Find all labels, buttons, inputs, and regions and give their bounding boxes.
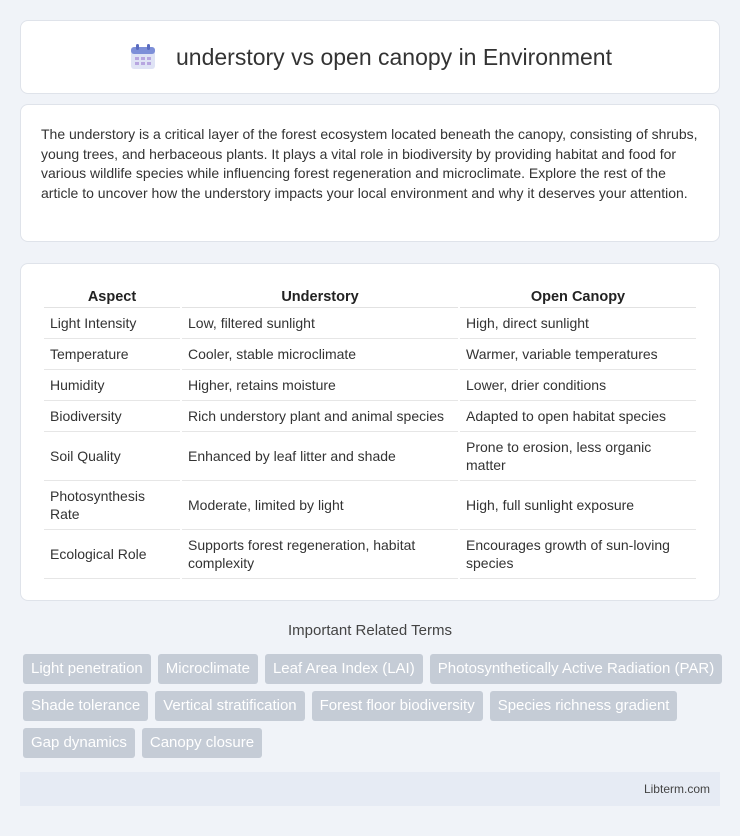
table-cell: Temperature: [44, 339, 180, 370]
table-cell: Moderate, limited by light: [182, 481, 458, 530]
table-row: [44, 432, 696, 481]
table-cell: Enhanced by leaf litter and shade: [182, 432, 458, 481]
table-cell: Light Intensity: [44, 308, 180, 339]
related-term-tag[interactable]: Leaf Area Index (LAI): [265, 654, 423, 684]
calendar-icon: [128, 42, 158, 72]
table-row: [44, 339, 696, 370]
table-cell: Lower, drier conditions: [460, 370, 696, 401]
table-row: [44, 530, 696, 579]
related-term-tag[interactable]: Canopy closure: [142, 728, 262, 758]
related-term-tag[interactable]: Forest floor biodiversity: [312, 691, 483, 721]
footer: [20, 772, 720, 806]
table-cell: Rich understory plant and animal species: [182, 401, 458, 432]
comparison-table: [42, 284, 698, 579]
column-header-aspect: Aspect: [44, 284, 180, 308]
title-wrap: [128, 42, 612, 72]
table-row: [44, 481, 696, 530]
related-terms-list: [23, 654, 723, 758]
table-cell: Ecological Role: [44, 530, 180, 579]
table-cell: Encourages growth of sun-loving species: [460, 530, 696, 579]
related-term-tag[interactable]: Gap dynamics: [23, 728, 135, 758]
table-row: [44, 401, 696, 432]
table-cell: Humidity: [44, 370, 180, 401]
table-cell: Low, filtered sunlight: [182, 308, 458, 339]
related-term-tag[interactable]: Light penetration: [23, 654, 151, 684]
table-cell: Photosynthesis Rate: [44, 481, 180, 530]
table-cell: High, full sunlight exposure: [460, 481, 696, 530]
column-header-understory: Understory: [182, 284, 458, 308]
intro-card: [20, 104, 720, 242]
related-term-tag[interactable]: Photosynthetically Active Radiation (PAR): [430, 654, 723, 684]
table-cell: Higher, retains moisture: [182, 370, 458, 401]
table-cell: Warmer, variable temperatures: [460, 339, 696, 370]
table-cell: Prone to erosion, less organic matter: [460, 432, 696, 481]
related-term-tag[interactable]: Vertical stratification: [155, 691, 304, 721]
comparison-table-card: [20, 263, 720, 601]
table-cell: Cooler, stable microclimate: [182, 339, 458, 370]
table-cell: Adapted to open habitat species: [460, 401, 696, 432]
table-cell: Soil Quality: [44, 432, 180, 481]
related-term-tag[interactable]: Microclimate: [158, 654, 258, 684]
table-row: [44, 308, 696, 339]
column-header-open-canopy: Open Canopy: [460, 284, 696, 308]
table-cell: Supports forest regeneration, habitat complexity: [182, 530, 458, 579]
table-header-row: [44, 284, 696, 308]
page-title: understory vs open canopy in Environment: [176, 43, 612, 70]
table-row: [44, 370, 696, 401]
footer-site-link[interactable]: Libterm.com: [643, 782, 710, 796]
table-cell: Biodiversity: [44, 401, 180, 432]
related-term-tag[interactable]: Shade tolerance: [23, 691, 148, 721]
table-cell: High, direct sunlight: [460, 308, 696, 339]
header-card: [20, 20, 720, 94]
related-term-tag[interactable]: Species richness gradient: [490, 691, 678, 721]
intro-text: The understory is a critical layer of the forest ecosystem located beneath the canopy, consisting of shrubs, young trees, and herbaceous plants. It plays a vital role in biodiversity by providing habitat and food for various wildlife species while influencing forest regeneration and microclimate. Explore the rest of the article to uncover how the understory impacts your local environment and why it deserves your attention.: [41, 126, 698, 201]
related-terms-title: Important Related Terms: [288, 622, 452, 639]
